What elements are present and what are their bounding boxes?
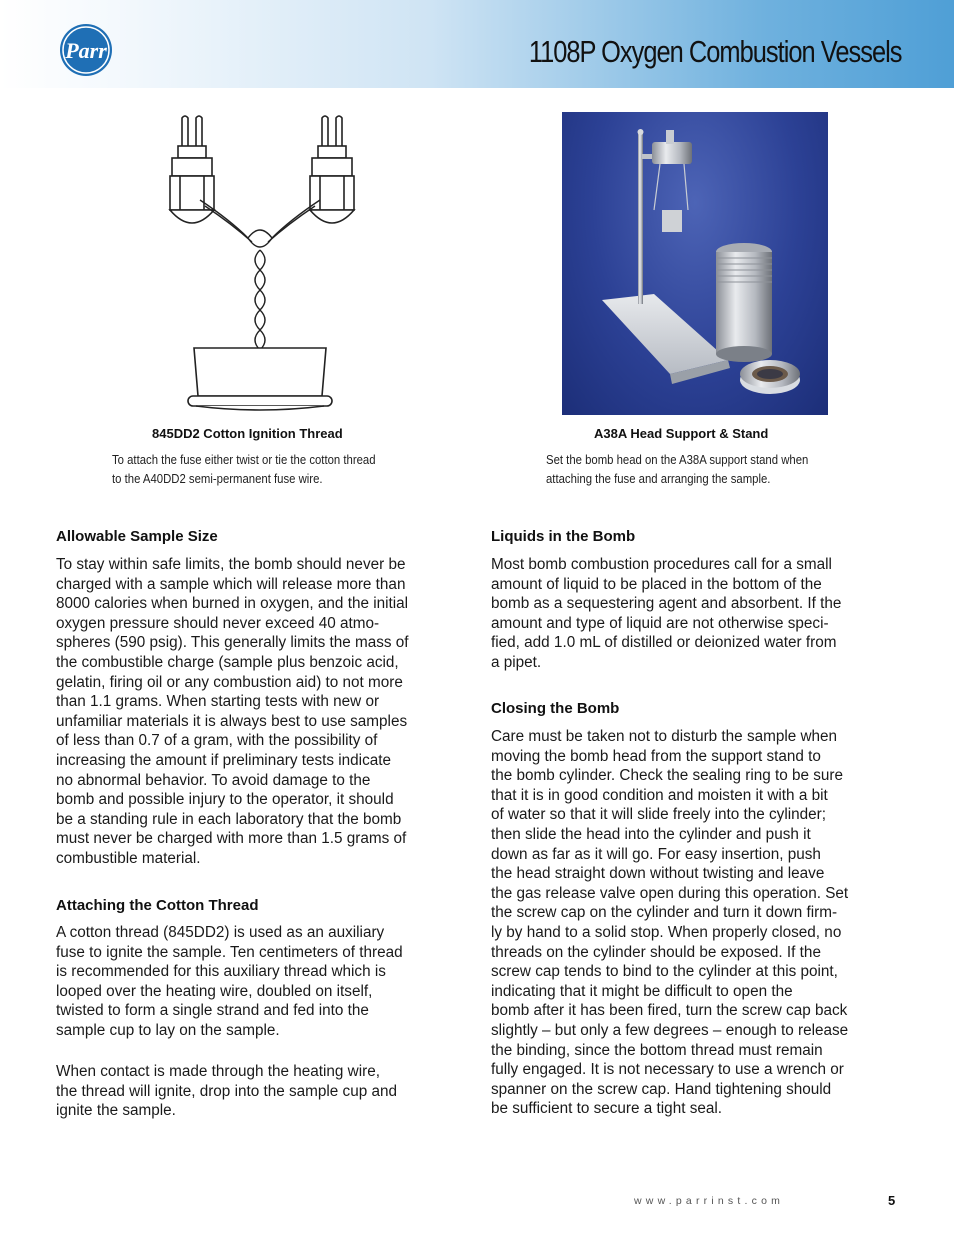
text-line: twisted to form a single strand and fed into the: [56, 1002, 369, 1020]
figure-left-caption: [112, 450, 376, 488]
heading-allowable-sample-size: Allowable Sample Size: [56, 528, 218, 545]
page-header: [0, 0, 954, 88]
text-line: bomb as a sequestering agent and absorbent. If the: [491, 595, 842, 613]
text-line: the bomb cylinder. Check the sealing ring to be sure: [491, 767, 844, 785]
text-line: the screw cap on the cylinder and turn it down firm-: [491, 904, 838, 922]
text-line: amount of liquid to be placed in the bottom of the: [491, 575, 822, 593]
text-line: than 1.1 grams. When starting tests with new or: [56, 693, 380, 711]
paragraph-allowable-sample-size: [56, 555, 466, 869]
text-line: no abnormal behavior. To avoid damage to the: [56, 771, 371, 789]
text-line: the head straight down without twisting and leave: [491, 865, 825, 883]
text-line: threads on the cylinder should be exposed. If the: [491, 943, 821, 961]
document-title: 1108P Oxygen Combustion Vessels: [529, 34, 902, 69]
text-line: unfamiliar materials it is always best to use samples: [56, 712, 408, 730]
heading-closing-bomb: Closing the Bomb: [491, 700, 620, 717]
text-line: the thread will ignite, drop into the sample cup and: [56, 1082, 397, 1100]
text-line: charged with a sample which will release more than: [56, 575, 406, 593]
text-line: ignite the sample.: [56, 1102, 176, 1120]
caption-line: Set the bomb head on the A38A support stand when: [546, 452, 809, 467]
text-line: Most bomb combustion procedures call for a small: [491, 556, 832, 573]
text-line: sample cup to lay on the sample.: [56, 1021, 280, 1039]
footer-website: www.parrinst.com: [634, 1195, 785, 1207]
text-line: fuse to ignite the sample. Ten centimeters of thread: [56, 943, 403, 961]
text-line: indicating that it might be difficult to open the: [491, 982, 793, 1000]
text-line: Care must be taken not to disturb the sample when: [491, 728, 838, 745]
text-line: increasing the amount if preliminary tests indicate: [56, 751, 391, 769]
figure-left-caption-title: 845DD2 Cotton Ignition Thread: [152, 426, 343, 441]
text-line: fied, add 1.0 mL of distilled or deionized water from: [491, 634, 837, 652]
text-line: fully engaged. It is not necessary to use a wrench or: [491, 1061, 844, 1079]
cotton-ignition-thread-illustration: [160, 110, 360, 420]
text-line: screw cap tends to bind to the cylinder at this point,: [491, 963, 838, 981]
text-line: bomb and possible injury to the operator, it should: [56, 791, 394, 809]
text-line: ly by hand to a solid stop. When properly closed, no: [491, 923, 842, 941]
text-line: slightly – but only a few degrees – enough to release: [491, 1021, 849, 1039]
text-line: the gas release valve open during this operation. Set: [491, 884, 849, 902]
text-line: 8000 calories when burned in oxygen, and the initial: [56, 595, 409, 613]
text-line: A cotton thread (845DD2) is used as an auxiliary: [56, 924, 385, 941]
paragraph-liquids-in-bomb: [491, 555, 901, 673]
text-line: be sufficient to secure a tight seal.: [491, 1100, 723, 1118]
text-line: must never be charged with more than 1.5 grams of: [56, 830, 407, 848]
text-line: bomb after it has been fired, turn the screw cap back: [491, 1002, 848, 1020]
text-line: combustible material.: [56, 849, 201, 867]
a38a-stand-photo: [562, 112, 828, 415]
caption-line: to the A40DD2 semi-permanent fuse wire.: [112, 471, 323, 486]
text-line: spanner on the screw cap. Hand tightening should: [491, 1080, 832, 1098]
text-line: looped over the heating wire, doubled on itself,: [56, 982, 373, 1000]
figure-right-caption-title: A38A Head Support & Stand: [594, 426, 769, 441]
text-line: down as far as it will go. For easy insertion, push: [491, 845, 821, 863]
caption-line: To attach the fuse either twist or tie the cotton thread: [112, 452, 376, 467]
text-line: a pipet.: [491, 653, 542, 671]
paragraph-attaching-cotton-thread-2: [56, 1062, 466, 1121]
heading-liquids-in-bomb: Liquids in the Bomb: [491, 528, 636, 545]
text-line: is recommended for this auxiliary thread which is: [56, 963, 386, 981]
text-line: When contact is made through the heating wire,: [56, 1063, 380, 1080]
text-line: then slide the head into the cylinder and push it: [491, 825, 811, 843]
text-line: that it is in good condition and moisten it with a bit: [491, 786, 828, 804]
text-line: moving the bomb head from the support stand to: [491, 747, 821, 765]
text-line: of less than 0.7 of a gram, with the possibility of: [56, 732, 378, 750]
text-line: To stay within safe limits, the bomb should never be: [56, 556, 406, 573]
text-line: the combustible charge (sample plus benzoic acid,: [56, 653, 399, 671]
paragraph-attaching-cotton-thread: [56, 923, 466, 1041]
text-line: the binding, since the bottom thread must remain: [491, 1041, 823, 1059]
caption-line: attaching the fuse and arranging the sample.: [546, 471, 771, 486]
paragraph-closing-bomb: [491, 727, 901, 1119]
text-line: amount and type of liquid are not otherwise speci-: [491, 614, 829, 632]
text-line: gelatin, firing oil or any combustion aid) to not more: [56, 673, 403, 691]
text-line: be a standing rule in each laboratory that the bomb: [56, 810, 402, 828]
heading-attaching-cotton-thread: Attaching the Cotton Thread: [56, 897, 259, 914]
svg-text:Parr: Parr: [65, 38, 107, 63]
parr-logo: [58, 22, 114, 78]
text-line: oxygen pressure should never exceed 40 atmo-: [56, 614, 380, 632]
figure-right-caption: [546, 450, 808, 488]
page-number: 5: [888, 1193, 896, 1208]
text-line: spheres (590 psig). This generally limits the mass of: [56, 634, 409, 652]
text-line: of water so that it will slide freely into the cylinder;: [491, 806, 826, 824]
